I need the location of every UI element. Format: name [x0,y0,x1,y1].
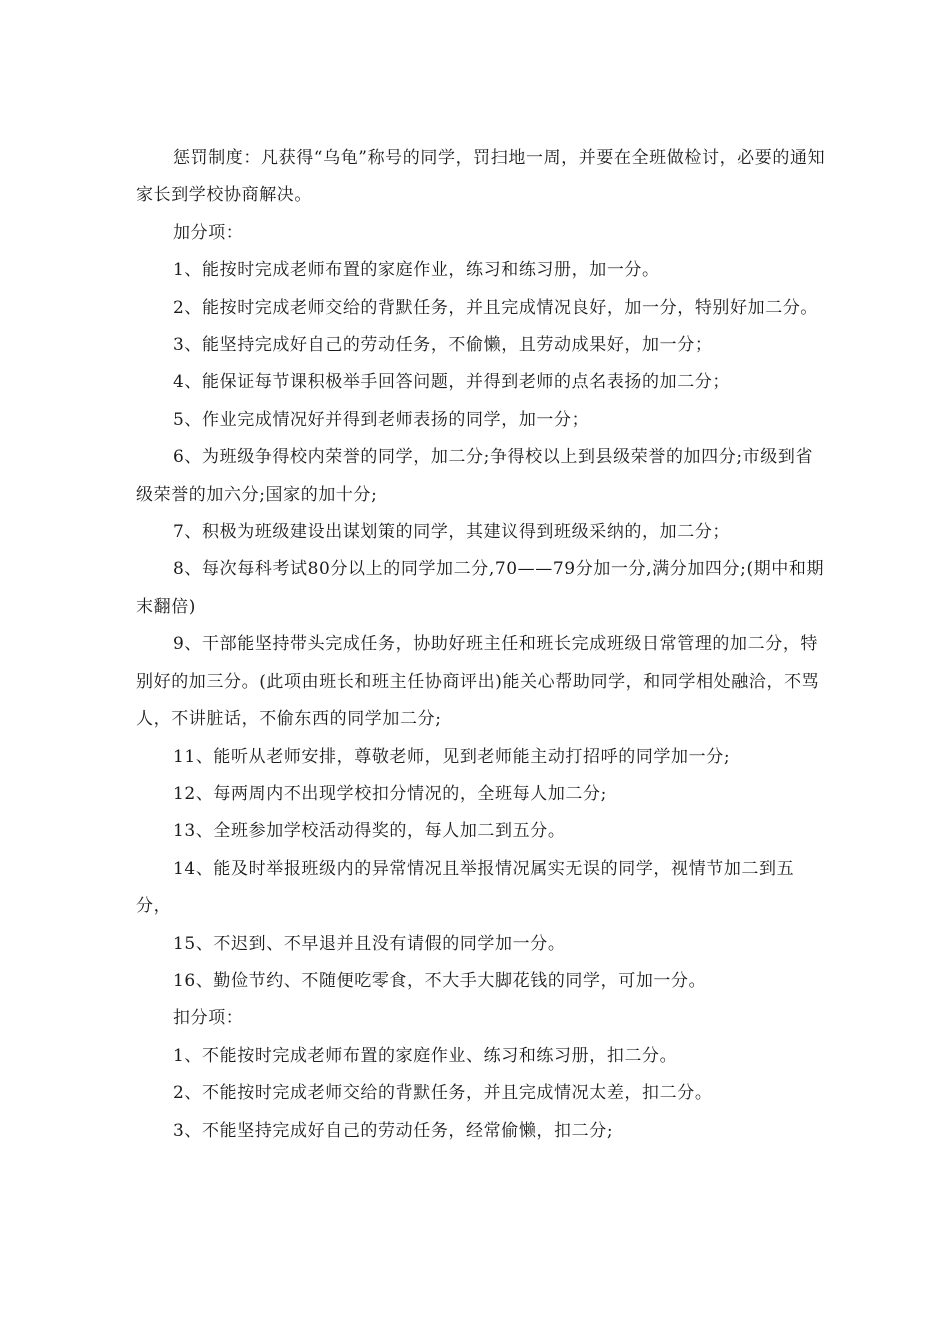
bonus-item: 9、干部能坚持带头完成任务，协助好班主任和班长完成班级日常管理的加二分，特别好的加三分。(此项由班长和班主任协商评出)能关心帮助同学，和同学相处融洽，不骂人，不讲脏话，不偷东西的同学加二分; [136,634,820,730]
bonus-item: 5、作业完成情况好并得到老师表扬的同学，加一分； [173,409,590,430]
bonus-item: 15、不迟到、不早退并且没有请假的同学加一分。 [173,933,566,954]
bonus-item: 4、能保证每节课积极举手回答问题，并得到老师的点名表扬的加二分； [173,372,731,393]
bonus-item: 1、能按时完成老师布置的家庭作业，练习和练习册，加一分。 [173,260,660,281]
bonus-item: 8、每次每科考试80分以上的同学加二分,70——79分加一分,满分加四分;(期中和期末翻倍) [136,559,825,617]
heading-deduction-items: 扣分项： [173,1008,244,1029]
bonus-item: 7、积极为班级建设出谋划策的同学，其建议得到班级采纳的，加二分； [173,522,731,543]
bonus-item: 3、能坚持完成好自己的劳动任务，不偷懒，且劳动成果好，加一分； [173,335,713,356]
deduction-item: 3、不能坚持完成好自己的劳动任务，经常偷懒，扣二分; [173,1120,614,1141]
deduction-item: 1、不能按时完成老师布置的家庭作业、练习和练习册，扣二分。 [173,1045,678,1066]
bonus-item: 2、能按时完成老师交给的背默任务，并且完成情况良好，加一分，特别好加二分。 [173,297,819,318]
bonus-item: 14、能及时举报班级内的异常情况且举报情况属实无误的同学，视情节加二到五分， [136,858,795,917]
bonus-item: 6、为班级争得校内荣誉的同学，加二分;争得校以上到县级荣誉的加四分;市级到省级荣誉的加六分;国家的加十分; [136,447,814,505]
document-body [136,140,826,1150]
bonus-item: 12、每两周内不出现学校扣分情况的，全班每人加二分; [173,783,607,804]
heading-bonus-items: 加分项： [173,222,244,243]
deduction-item: 2、不能按时完成老师交给的背默任务，并且完成情况太差，扣二分。 [173,1083,713,1104]
bonus-item: 16、勤俭节约、不随便吃零食，不大手大脚花钱的同学，可加一分。 [173,970,707,991]
bonus-item: 13、全班参加学校活动得奖的，每人加二到五分。 [173,821,566,842]
bonus-item: 11、能听从老师安排，尊敬老师，见到老师能主动打招呼的同学加一分; [173,746,731,767]
paragraph-punishment-rule: 惩罚制度：凡获得“乌龟”称号的同学，罚扫地一周，并要在全班做检讨，必要的通知家长到学校协商解决。 [136,148,826,206]
